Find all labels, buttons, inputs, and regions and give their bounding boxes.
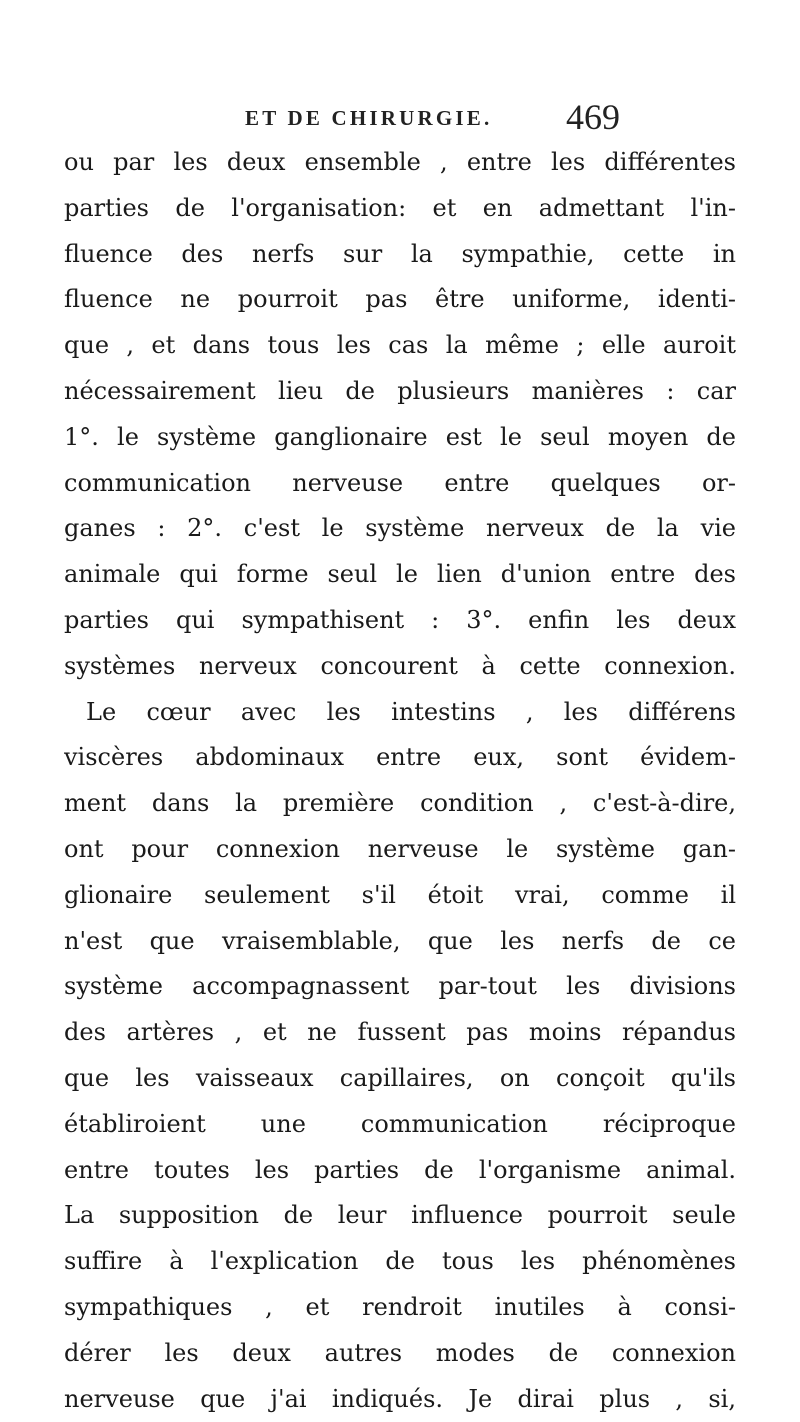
page-number: 469 — [566, 97, 620, 137]
text-line: La supposition de leur influence pourroit seule — [64, 1201, 736, 1230]
text-line: sympathiques , et rendroit inutiles à consi- — [64, 1292, 736, 1321]
text-line: n'est que vraisemblable, que les nerfs de ce — [64, 926, 736, 955]
paragraph-start-line: Le cœur avec les intestins , les différens — [86, 697, 736, 726]
text-line: parties de l'organisation: et en admettant l'in- — [64, 193, 736, 222]
text-line: animale qui forme seul le lien d'union entre des — [64, 560, 736, 589]
text-line: que les vaisseaux capillaires, on conçoit qu'ils — [64, 1063, 736, 1092]
text-line: fluence des nerfs sur la sympathie, cette in — [64, 239, 736, 268]
running-head — [0, 94, 800, 144]
text-line: glionaire seulement s'il étoit vrai, comme il — [64, 880, 736, 909]
text-line: nerveuse que j'ai indiqués. Je dirai plus , si, — [64, 1384, 736, 1413]
text-line: système accompagnassent par-tout les divisions — [64, 972, 736, 1001]
text-line: entre toutes les parties de l'organisme animal. — [64, 1155, 736, 1184]
text-line: viscères abdominaux entre eux, sont évidem- — [64, 743, 736, 772]
text-line: ganes : 2°. c'est le système nerveux de la vie — [64, 514, 736, 543]
body-text — [64, 140, 736, 1422]
text-line: dérer les deux autres modes de connexion — [64, 1338, 736, 1367]
text-line: que , et dans tous les cas la même ; elle auroit — [64, 331, 736, 360]
text-line: 1°. le système ganglionaire est le seul moyen de — [64, 422, 736, 451]
text-line: suffire à l'explication de tous les phénomènes — [64, 1247, 736, 1276]
text-line: ment dans la première condition , c'est-à-dire, — [64, 789, 736, 818]
text-line: communication nerveuse entre quelques or- — [64, 468, 736, 497]
text-line: systèmes nerveux concourent à cette connexion. — [64, 651, 736, 680]
running-head-title: ET DE CHIRURGIE. — [245, 106, 493, 130]
text-line: nécessairement lieu de plusieurs manières : car — [64, 376, 736, 405]
text-line: ont pour connexion nerveuse le système gan- — [64, 834, 736, 863]
text-line: parties qui sympathisent : 3°. enfin les deux — [64, 605, 736, 634]
text-line: des artères , et ne fussent pas moins répandus — [64, 1018, 736, 1047]
text-line: établiroient une communication réciproque — [64, 1109, 736, 1138]
text-line: fluence ne pourroit pas être uniforme, identi- — [64, 285, 736, 314]
text-line: ou par les deux ensemble , entre les différentes — [64, 148, 736, 176]
